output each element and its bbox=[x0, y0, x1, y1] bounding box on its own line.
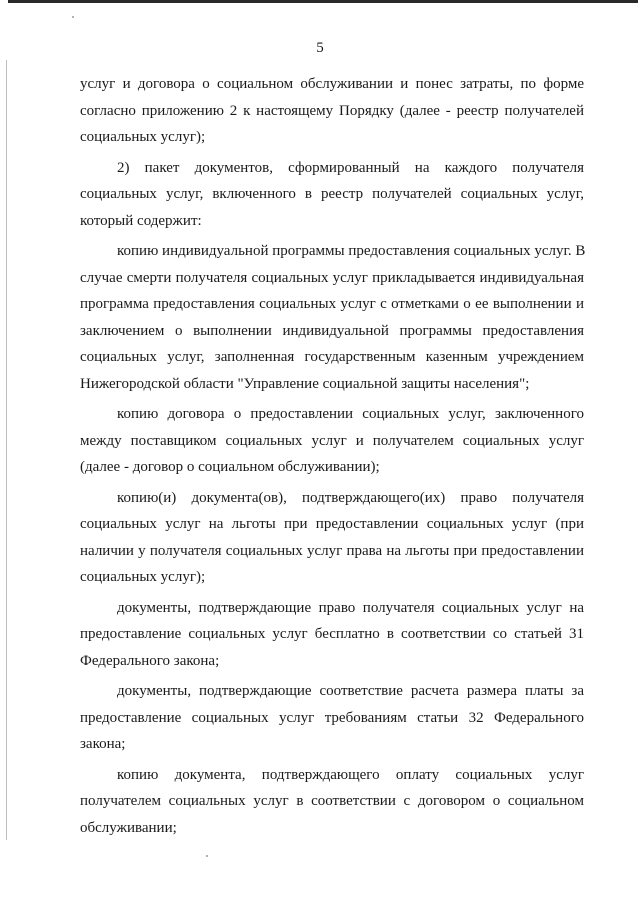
text-line: социальных услуг); bbox=[80, 569, 206, 585]
text-line: предоставление социальных услуг требованиям статьи 32 Федерального bbox=[80, 709, 584, 726]
text-line: копию документа, подтверждающего оплату социальных услуг bbox=[117, 766, 584, 783]
text-line: социальных услуг, включенного в реестр получателей социальных услуг, bbox=[80, 186, 584, 202]
text-line: Нижегородской области "Управление социальной защиты населения"; bbox=[80, 375, 530, 392]
text-line: социальных услуг, заполненная государственным казенным учреждением bbox=[80, 349, 584, 365]
text-line: согласно приложению 2 к настоящему Порядку (далее - реестр получателей bbox=[80, 102, 584, 119]
paragraph-benefit-documents bbox=[80, 485, 584, 591]
text-line: предоставление социальных услуг бесплатно в соответствии со статьей 31 bbox=[80, 626, 584, 642]
text-line: социальных услуг); bbox=[80, 129, 206, 145]
paragraph-payment-confirmation bbox=[80, 762, 584, 842]
text-line: заключением о выполнении индивидуальной программы предоставления bbox=[80, 322, 584, 339]
text-line: копию индивидуальной программы предоставления социальных услуг. В bbox=[117, 243, 586, 259]
paragraph-individual-program bbox=[80, 238, 584, 397]
text-line: случае смерти получателя социальных услуг прикладывается индивидуальная bbox=[80, 269, 584, 286]
text-line: копию договора о предоставлении социальных услуг, заключенного bbox=[117, 406, 584, 422]
paragraph-registry-continuation bbox=[80, 71, 584, 151]
scan-left-edge bbox=[6, 60, 7, 840]
text-line: 2) пакет документов, сформированный на каждого получателя bbox=[117, 159, 584, 176]
text-line: документы, подтверждающие соответствие расчета размера платы за bbox=[117, 683, 584, 699]
paragraph-document-package bbox=[80, 155, 584, 235]
text-line: (далее - договор о социальном обслуживании); bbox=[80, 459, 380, 475]
text-line: закона; bbox=[80, 736, 126, 752]
text-line: получателем социальных услуг в соответствии с договором о социальном bbox=[80, 793, 584, 809]
scan-speck bbox=[72, 16, 74, 18]
text-line: программа предоставления социальных услуг с отметками о ее выполнении и bbox=[80, 296, 584, 312]
paragraph-service-contract bbox=[80, 401, 584, 481]
paragraph-fee-calculation bbox=[80, 678, 584, 758]
text-line: Федерального закона; bbox=[80, 652, 220, 669]
text-line: между поставщиком социальных услуг и получателем социальных услуг bbox=[80, 432, 584, 449]
text-line: наличии у получателя социальных услуг права на льготы при предоставлении bbox=[80, 542, 584, 559]
paragraph-free-services bbox=[80, 595, 584, 675]
scan-top-border bbox=[8, 0, 638, 3]
text-line: услуг и договора о социальном обслуживании и понес затраты, по форме bbox=[80, 76, 584, 92]
text-line: обслуживании; bbox=[80, 819, 177, 836]
page-number: 5 bbox=[316, 40, 324, 56]
scan-speck bbox=[206, 855, 208, 857]
text-line: который содержит: bbox=[80, 212, 202, 229]
text-line: копию(и) документа(ов), подтверждающего(их) право получателя bbox=[117, 489, 584, 506]
text-line: документы, подтверждающие право получателя социальных услуг на bbox=[117, 599, 584, 616]
document-body bbox=[80, 71, 584, 845]
text-line: социальных услуг на льготы при предоставлении социальных услуг (при bbox=[80, 516, 584, 532]
